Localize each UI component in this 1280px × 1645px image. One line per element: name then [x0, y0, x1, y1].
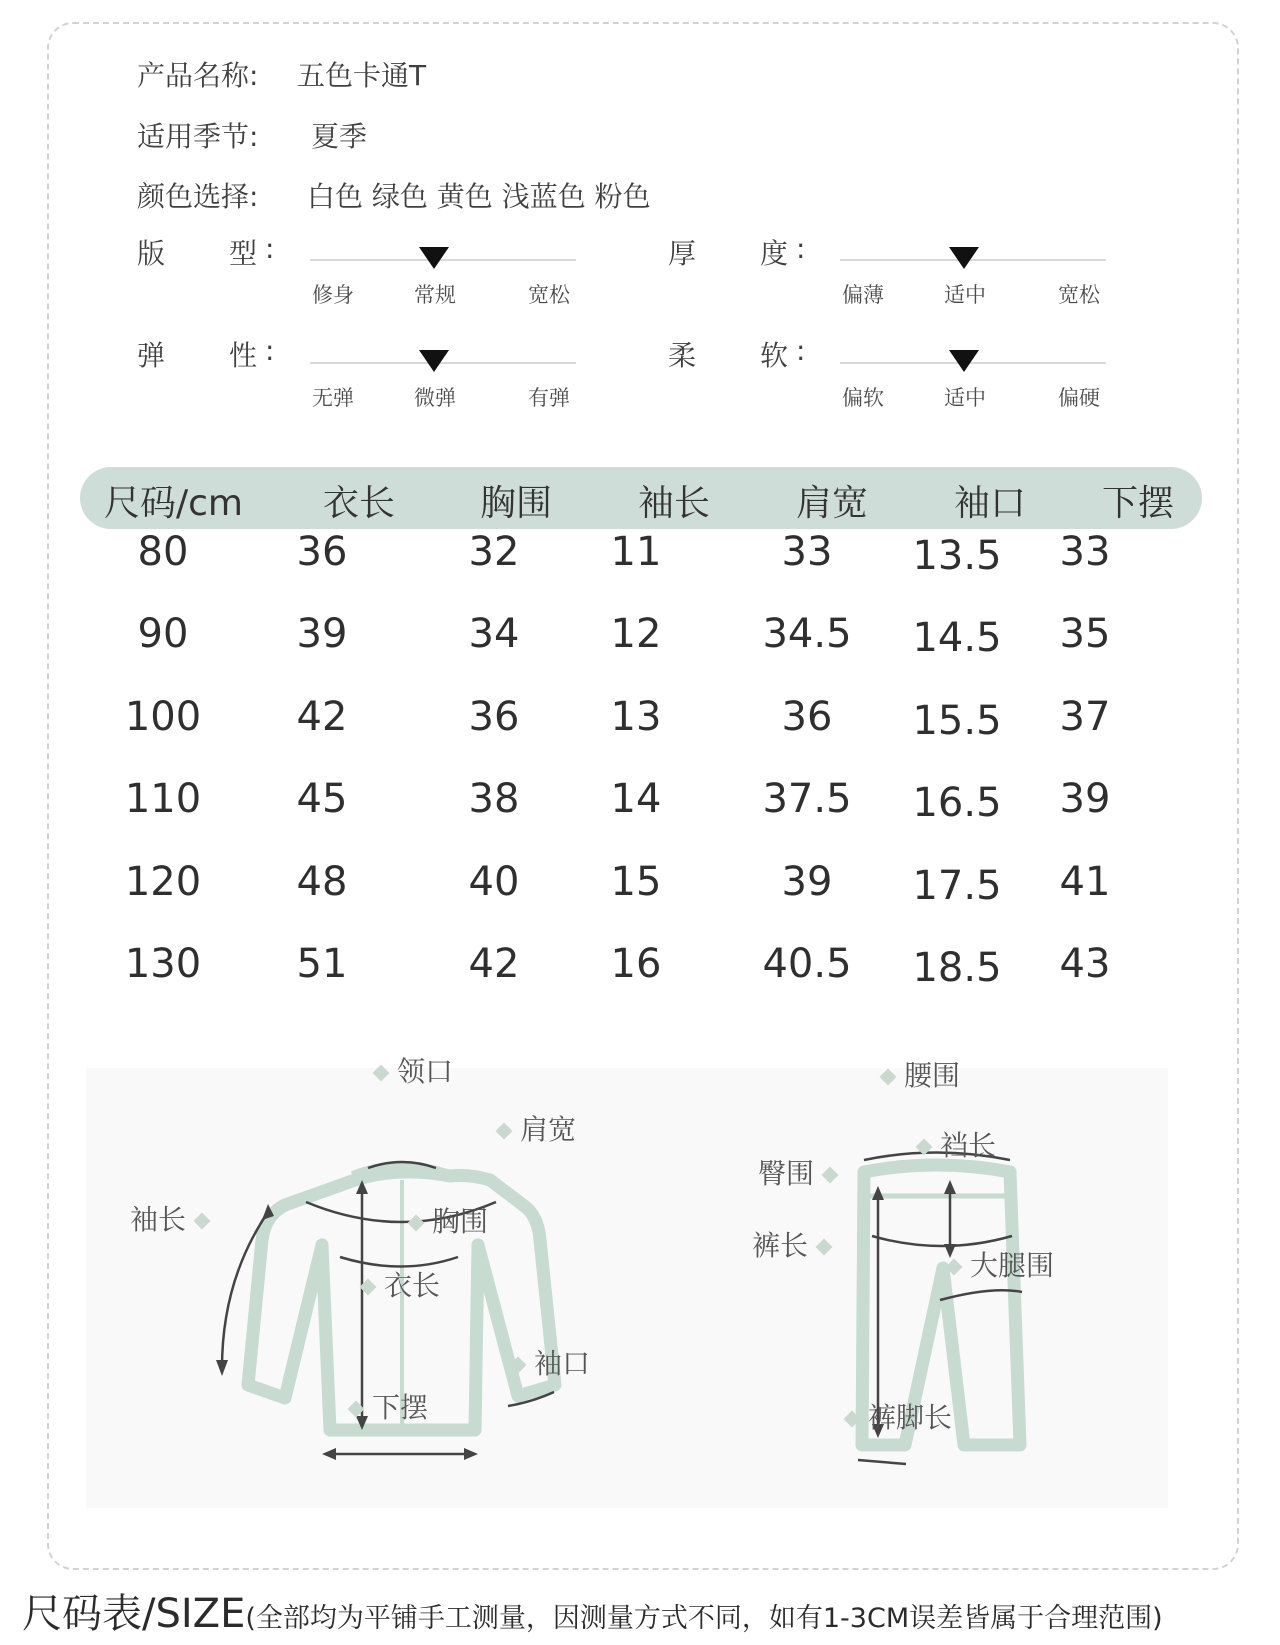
measurement-cell: 43	[1059, 941, 1111, 987]
size-table-title: 尺码表/SIZE	[22, 1591, 246, 1637]
diagram-label-text: 裆长	[940, 1129, 997, 1162]
color-label: 颜色选择:	[137, 180, 259, 213]
diamond-icon	[360, 1279, 377, 1296]
measurement-cell: 14	[610, 776, 662, 822]
measurement-cell: 33	[781, 529, 833, 575]
scale-tick: 微弹	[414, 386, 456, 410]
scale-tick: 偏薄	[842, 283, 884, 307]
diagram-label-cuff	[512, 1342, 590, 1382]
measurement-cell: 36	[296, 529, 348, 575]
diagram-label-pants-length	[752, 1224, 830, 1264]
scale-tick: 适中	[944, 386, 986, 410]
diagram-label-text: 领口	[397, 1055, 454, 1088]
measurement-cell: 15.5	[912, 698, 1002, 744]
table-header-cell: 肩宽	[796, 483, 869, 524]
diamond-icon	[510, 1357, 527, 1374]
diagram-label-text: 袖长	[130, 1203, 187, 1236]
measurement-cell: 14.5	[912, 615, 1002, 661]
measurement-cell: 41	[1059, 859, 1111, 905]
diamond-icon	[348, 1401, 365, 1418]
measurement-cell: 34.5	[762, 611, 852, 657]
scale-tick: 宽松	[1058, 283, 1100, 307]
diagram-label-text: 裤长	[752, 1229, 809, 1262]
scale-tick: 无弹	[312, 386, 354, 410]
measurement-cell: 13.5	[912, 533, 1002, 579]
diagram-label-text: 袖口	[534, 1347, 591, 1380]
measurement-cell: 33	[1059, 529, 1111, 575]
size-cell: 120	[124, 859, 202, 905]
diamond-icon	[880, 1069, 897, 1086]
diamond-icon	[816, 1239, 833, 1256]
diagram-label-sleeve-length	[130, 1198, 208, 1238]
measurement-cell: 35	[1059, 611, 1111, 657]
season-label: 适用季节:	[137, 120, 259, 153]
scale-tick: 常规	[414, 283, 456, 307]
measurement-cell: 13	[610, 694, 662, 740]
diagram-label-text: 肩宽	[520, 1113, 577, 1146]
measurement-cell: 16.5	[912, 780, 1002, 826]
product-name-label: 产品名称:	[137, 59, 259, 92]
diagram-label-text: 臀围	[758, 1157, 815, 1190]
measurement-cell: 34	[468, 611, 520, 657]
measurement-cell: 37.5	[762, 776, 852, 822]
scale-tick: 适中	[944, 283, 986, 307]
diagram-label-leg-opening	[846, 1396, 952, 1436]
scale-tick: 有弹	[528, 386, 570, 410]
measurement-cell: 38	[468, 776, 520, 822]
table-header-cell: 袖长	[638, 483, 711, 524]
measurement-cell: 39	[1059, 776, 1111, 822]
measurement-cell: 45	[296, 776, 348, 822]
diamond-icon	[373, 1065, 390, 1082]
diagram-label-chest	[410, 1200, 488, 1240]
measurement-cell: 15	[610, 859, 662, 905]
table-header-cell: 下摆	[1102, 483, 1175, 524]
scale-tick: 修身	[312, 283, 354, 307]
diagram-label-hip	[758, 1152, 836, 1192]
product-name-value: 五色卡通T	[297, 59, 427, 92]
footer-caption	[22, 1582, 1163, 1639]
diagram-label-text: 裤脚长	[868, 1401, 953, 1434]
color-value: 白色 绿色 黄色 浅蓝色 粉色	[307, 180, 651, 213]
measurement-cell: 16	[610, 941, 662, 987]
measurement-cell: 11	[610, 529, 662, 575]
diagram-label-hem	[350, 1386, 428, 1426]
size-cell: 110	[124, 776, 202, 822]
table-header-cell: 袖口	[954, 483, 1027, 524]
season-value: 夏季	[311, 120, 368, 153]
size-cell: 90	[137, 611, 189, 657]
diamond-icon	[822, 1167, 839, 1184]
diagram-label-thigh	[948, 1244, 1054, 1284]
diagram-label-text: 衣长	[384, 1269, 441, 1302]
measurement-cell: 40	[468, 859, 520, 905]
diagram-label-collar	[375, 1050, 453, 1090]
scale-tick: 偏硬	[1058, 386, 1100, 410]
measurement-cell: 36	[781, 694, 833, 740]
measurement-cell: 12	[610, 611, 662, 657]
scale-tick: 宽松	[528, 283, 570, 307]
size-cell: 130	[124, 941, 202, 987]
measurement-cell: 36	[468, 694, 520, 740]
measurement-cell: 42	[468, 941, 520, 987]
size-cell: 100	[124, 694, 202, 740]
diamond-icon	[408, 1215, 425, 1232]
measurement-cell: 17.5	[912, 863, 1002, 909]
diamond-icon	[946, 1259, 963, 1276]
measurement-cell: 37	[1059, 694, 1111, 740]
measurement-note: (全部均为平铺手工测量，因测量方式不同，如有1-3CM误差皆属于合理范围)	[245, 1603, 1163, 1634]
diamond-icon	[496, 1123, 513, 1140]
diagram-label-shoulder	[498, 1108, 576, 1148]
diagram-label-waist	[882, 1054, 960, 1094]
diamond-icon	[844, 1411, 861, 1428]
diagram-label-text: 胸围	[432, 1205, 489, 1238]
diagram-label-rise	[918, 1124, 996, 1164]
measurement-cell: 51	[296, 941, 348, 987]
diamond-icon	[916, 1139, 933, 1156]
table-header-cell: 尺码/cm	[104, 483, 243, 524]
measurement-cell: 39	[781, 859, 833, 905]
measurement-cell: 18.5	[912, 945, 1002, 991]
diagram-label-body-length	[362, 1264, 440, 1304]
size-cell: 80	[137, 529, 189, 575]
measurement-cell: 48	[296, 859, 348, 905]
scale-tick: 偏软	[842, 386, 884, 410]
diamond-icon	[194, 1213, 211, 1230]
measurement-cell: 32	[468, 529, 520, 575]
measurement-cell: 39	[296, 611, 348, 657]
measurement-cell: 40.5	[762, 941, 852, 987]
diagram-label-text: 大腿围	[970, 1249, 1055, 1282]
table-header-cell: 衣长	[323, 483, 396, 524]
diagram-label-text: 腰围	[904, 1059, 961, 1092]
measurement-cell: 42	[296, 694, 348, 740]
diagram-label-text: 下摆	[372, 1391, 429, 1424]
table-header-cell: 胸围	[480, 483, 553, 524]
